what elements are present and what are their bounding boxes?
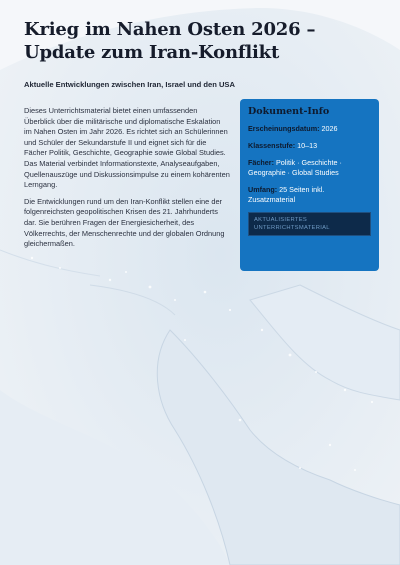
info-row-grade: [248, 141, 371, 151]
info-row-date: [248, 124, 371, 134]
info-value: 10–13: [297, 141, 318, 150]
info-row-subjects: [248, 158, 371, 178]
info-label: Erscheinungsdatum:: [248, 124, 320, 133]
info-box-heading: Dokument-Info: [248, 106, 330, 117]
document-info-box: [240, 99, 379, 271]
page-title: Krieg im Nahen Osten 2026 – Update zum Iran-Konflikt: [24, 19, 316, 63]
subtitle: Aktuelle Entwicklungen zwischen Iran, Israel und den USA: [24, 80, 235, 89]
info-row-scope: [248, 185, 371, 205]
info-value: 2026: [321, 124, 338, 133]
intro-text: [24, 106, 230, 256]
status-badge: AKTUALISIERTES UNTERRICHTSMATERIAL: [248, 212, 371, 236]
info-label: Umfang:: [248, 185, 278, 194]
info-label: Fächer:: [248, 158, 274, 167]
paragraph-intro: Dieses Unterrichtsmaterial bietet einen umfassenden Überblick über die militärische und diplomatische Eskalation im Nahen Osten im Jahr 2026. Es richtet sich an Schülerinnen und Schüler der Sekundarstufe II und eignet sich für die Fächer Politik, Geschichte, Geographie sowie Global Studies. Das Material verbindet Informationstexte, Analyseaufgaben, Quellenauszüge und Diskussionsimpulse zu einem kohärenten Lerngang.: [24, 106, 230, 190]
info-value: Politik · Geschichte · Geographie · Global Studies: [248, 158, 342, 177]
paragraph-context: Die Entwicklungen rund um den Iran-Konflikt stellen eine der folgenreichsten geopolitischen Krisen des 21. Jahrhunderts dar. Sie berühren Fragen der Energiesicherheit, des Völkerrechts, der Menschenrechte und der globalen Ordnung gleichermaßen.: [24, 196, 225, 249]
info-value: 25 Seiten inkl. Zusatzmaterial: [248, 185, 325, 204]
info-label: Klassenstufe:: [248, 141, 296, 150]
